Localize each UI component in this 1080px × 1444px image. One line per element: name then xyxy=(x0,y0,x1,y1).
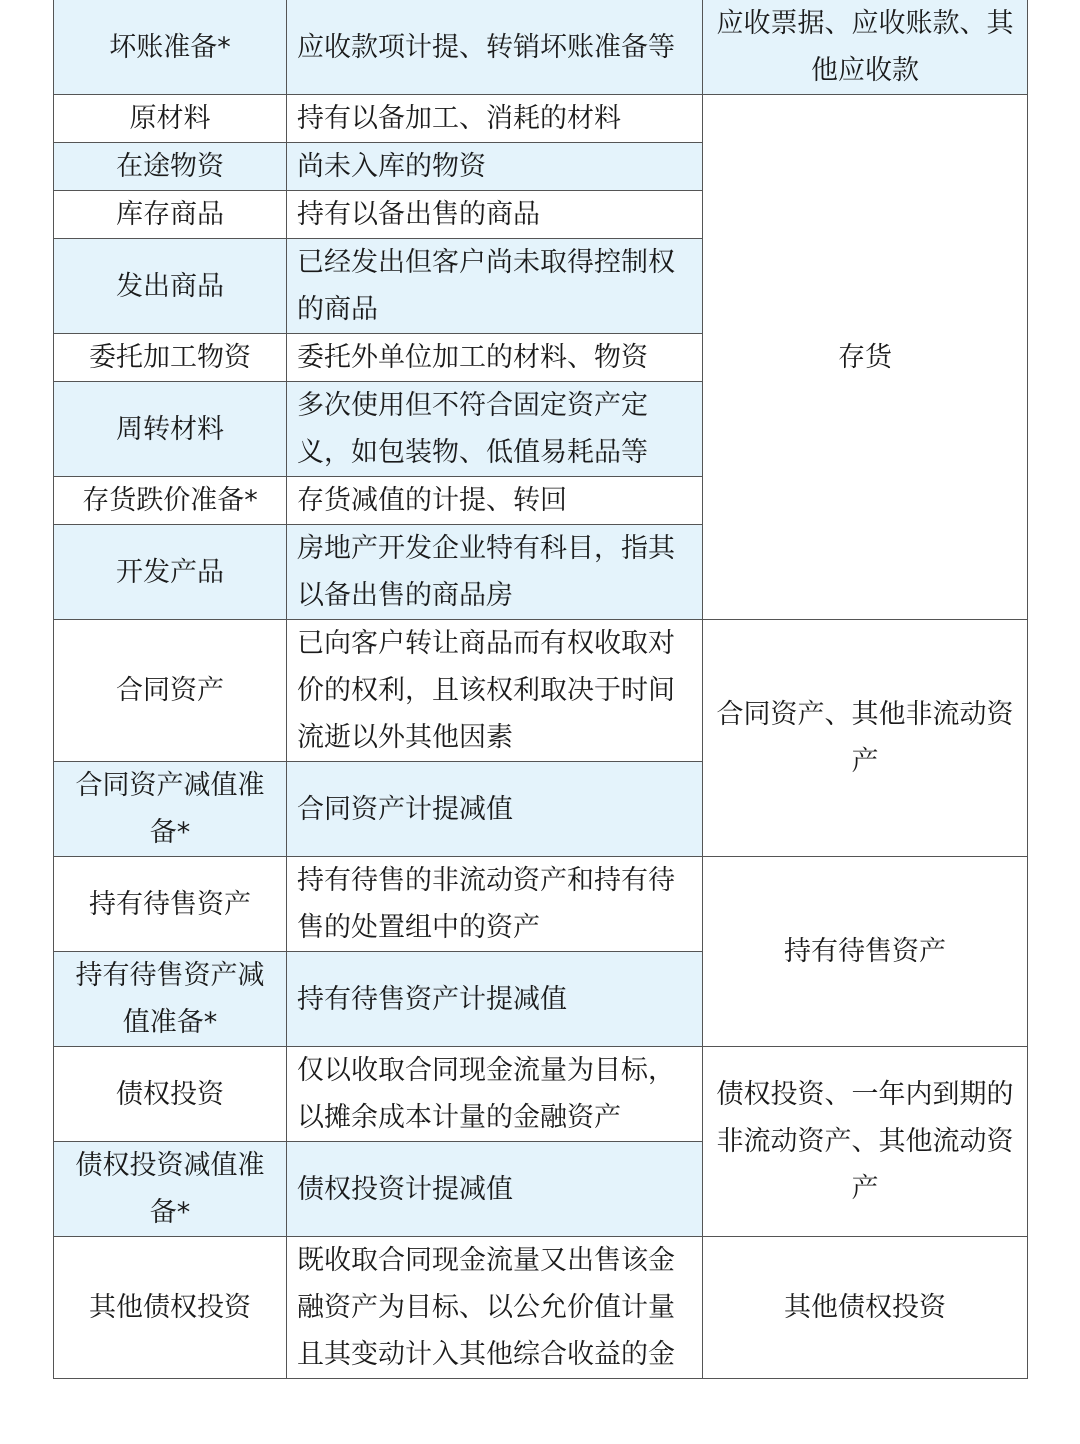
account-description: 委托外单位加工的材料、物资 xyxy=(287,334,703,382)
account-name: 坏账准备* xyxy=(54,0,287,95)
account-description: 多次使用但不符合固定资产定义，如包装物、低值易耗品等 xyxy=(287,382,703,477)
table-row xyxy=(54,0,1028,95)
account-name: 开发产品 xyxy=(54,525,287,620)
account-name: 其他债权投资 xyxy=(54,1237,287,1379)
account-name: 存货跌价准备* xyxy=(54,477,287,525)
account-name: 合同资产 xyxy=(54,620,287,762)
table-row xyxy=(54,1047,1028,1142)
account-description: 房地产开发企业特有科目，指其以备出售的商品房 xyxy=(287,525,703,620)
report-item: 存货 xyxy=(703,95,1028,620)
account-description: 存货减值的计提、转回 xyxy=(287,477,703,525)
account-name: 合同资产减值准备* xyxy=(54,762,287,857)
report-item: 债权投资、一年内到期的非流动资产、其他流动资产 xyxy=(703,1047,1028,1237)
account-description: 持有待售资产计提减值 xyxy=(287,952,703,1047)
account-description: 持有以备加工、消耗的材料 xyxy=(287,95,703,143)
table-row xyxy=(54,95,1028,143)
account-description: 持有以备出售的商品 xyxy=(287,191,703,239)
account-name: 在途物资 xyxy=(54,143,287,191)
report-item: 持有待售资产 xyxy=(703,857,1028,1047)
account-name: 原材料 xyxy=(54,95,287,143)
account-name: 持有待售资产 xyxy=(54,857,287,952)
account-table xyxy=(53,0,1028,1379)
account-name: 库存商品 xyxy=(54,191,287,239)
account-description: 既收取合同现金流量又出售该金融资产为目标、以公允价值计量且其变动计入其他综合收益的金 xyxy=(287,1237,703,1379)
table-row xyxy=(54,1237,1028,1379)
table-row xyxy=(54,620,1028,762)
table-row xyxy=(54,857,1028,952)
account-description: 应收款项计提、转销坏账准备等 xyxy=(287,0,703,95)
account-description: 债权投资计提减值 xyxy=(287,1142,703,1237)
report-item: 合同资产、其他非流动资产 xyxy=(703,620,1028,857)
account-name: 发出商品 xyxy=(54,239,287,334)
account-name: 周转材料 xyxy=(54,382,287,477)
account-description: 已向客户转让商品而有权收取对价的权利，且该权利取决于时间流逝以外其他因素 xyxy=(287,620,703,762)
account-description: 尚未入库的物资 xyxy=(287,143,703,191)
account-name: 债权投资 xyxy=(54,1047,287,1142)
account-description: 合同资产计提减值 xyxy=(287,762,703,857)
report-item: 其他债权投资 xyxy=(703,1237,1028,1379)
report-item: 应收票据、应收账款、其他应收款 xyxy=(703,0,1028,95)
account-name: 债权投资减值准备* xyxy=(54,1142,287,1237)
account-description: 已经发出但客户尚未取得控制权的商品 xyxy=(287,239,703,334)
account-description: 仅以收取合同现金流量为目标，以摊余成本计量的金融资产 xyxy=(287,1047,703,1142)
account-description: 持有待售的非流动资产和持有待售的处置组中的资产 xyxy=(287,857,703,952)
account-name: 持有待售资产减值准备* xyxy=(54,952,287,1047)
account-name: 委托加工物资 xyxy=(54,334,287,382)
